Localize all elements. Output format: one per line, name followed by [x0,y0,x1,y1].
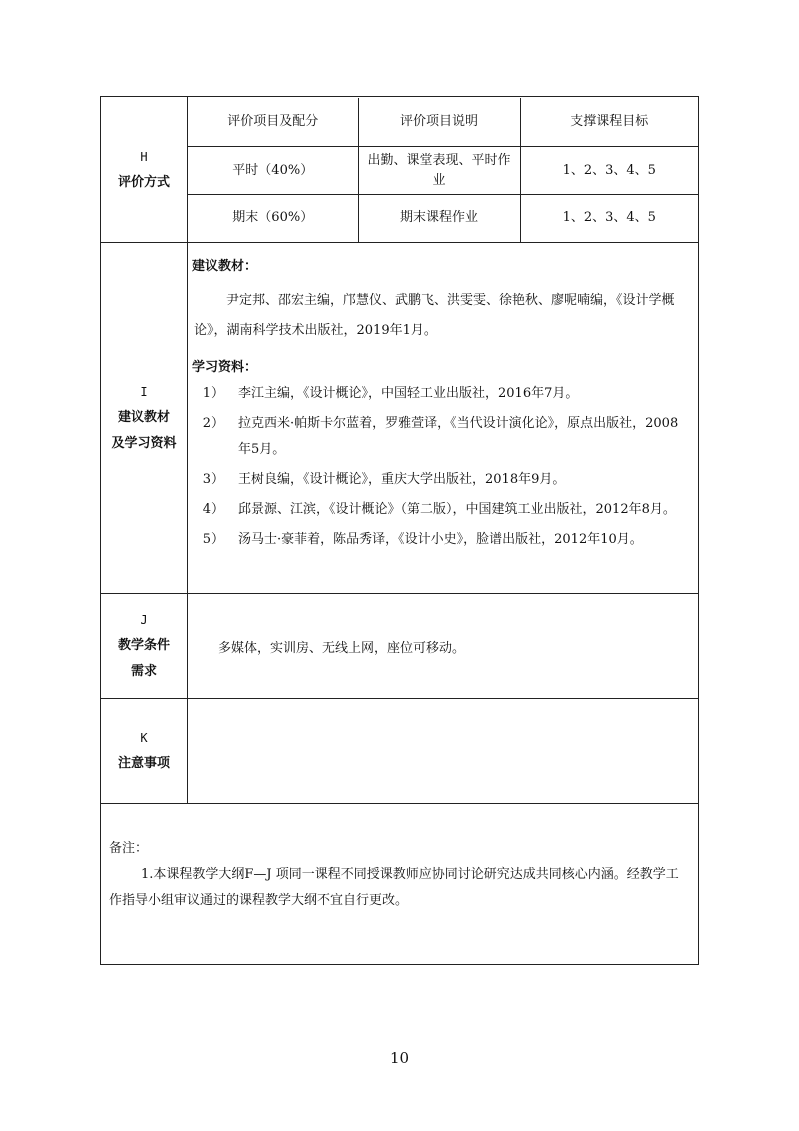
section-j-title-line1: 教学条件 [117,638,170,653]
assessment-cell-goals: 1、2、3、4、5 [520,147,698,195]
list-item-number: 1） [202,386,224,401]
syllabus-table [100,96,699,965]
section-i-row [101,243,699,594]
list-item-text: 王树良编，《设计概论》，重庆大学出版社，2018年9月。 [238,472,566,487]
assessment-header: 评价项目及配分 [188,98,358,147]
conditions-text: 多媒体，实训房、无线上网，座位可移动。 [218,640,466,656]
assessment-cell-item: 期末（60%） [188,195,358,242]
remarks-cell [101,804,699,965]
assessment-header: 支撑课程目标 [520,98,698,147]
materials-heading: 学习资料： [192,360,258,375]
remarks-area [101,804,698,914]
section-j-label [101,594,188,699]
list-item [188,497,686,523]
remarks-text: 1.本课程教学大纲F—J 项同一课程不同授课教师应协同讨论研究达成共同核心内涵。经教学工作指导小组审议通过的课程教学大纲不宜自行更改。 [109,867,679,908]
assessment-cell-desc: 期末课程作业 [358,195,520,242]
list-item-text: 汤马士·豪菲着，陈品秀译，《设计小史》，脸谱出版社，2012年10月。 [238,532,643,547]
list-item-number: 5） [202,532,224,547]
conditions-cell [188,594,699,699]
section-h-label [101,97,188,243]
list-item-number: 3） [202,472,224,487]
assessment-table [188,98,698,242]
section-j-title-line2: 需求 [130,664,157,679]
precautions-cell [188,699,699,804]
list-item [188,527,686,553]
list-item [188,381,686,407]
remarks-label: 备注： [109,841,149,856]
assessment-cell-goals: 1、2、3、4、5 [562,210,656,226]
textbook-text: 尹定邦、邵宏主编，邝慧仪、武鹏飞、洪雯雯、徐艳秋、廖呢喃编，《设计学概论》，湖南科学技术出版社，2019年1月。 [194,293,675,338]
assessment-header: 评价项目说明 [358,98,520,147]
list-item [188,467,686,493]
assessment-cell-desc: 出勤、课堂表现、平时作业 [358,147,520,195]
section-k-row [101,699,699,804]
list-item-number: 4） [202,502,224,517]
assessment-row [188,147,698,195]
list-item-text: 邱景源、江滨，《设计概论》（第二版），中国建筑工业出版社，2012年8月。 [238,502,676,517]
list-item-number: 2） [202,416,224,431]
section-j-code: J [140,613,148,627]
section-k-code: K [140,731,148,745]
section-k-label [101,699,188,804]
section-j-row [101,594,699,699]
list-item-text: 李江主编，《设计概论》，中国轻工业出版社，2016年7月。 [238,386,579,401]
section-k-title: 注意事项 [117,756,170,771]
section-h-title: 评价方式 [117,174,170,190]
assessment-row [188,195,698,242]
page-number: 10 [389,1049,410,1067]
textbook-heading: 建议教材： [192,259,258,274]
section-i-title-line1: 建议教材 [117,410,170,425]
section-i-title-line2: 及学习资料 [111,436,177,451]
list-item-text: 拉克西米·帕斯卡尔蓝着，罗雅萱译，《当代设计演化论》，原点出版社，2008年5月。 [238,416,679,457]
materials-list [188,381,686,553]
remarks-row [101,804,699,965]
assessment-cell-item: 平时（40%） [188,147,358,195]
assessment-cell [188,97,699,243]
section-h-code: H [140,149,148,164]
section-h-row [101,97,699,243]
section-i-code: I [140,385,148,399]
assessment-header-row [188,98,698,147]
textbook-cell [188,243,699,594]
list-item [188,411,686,463]
section-i-label [101,243,188,594]
